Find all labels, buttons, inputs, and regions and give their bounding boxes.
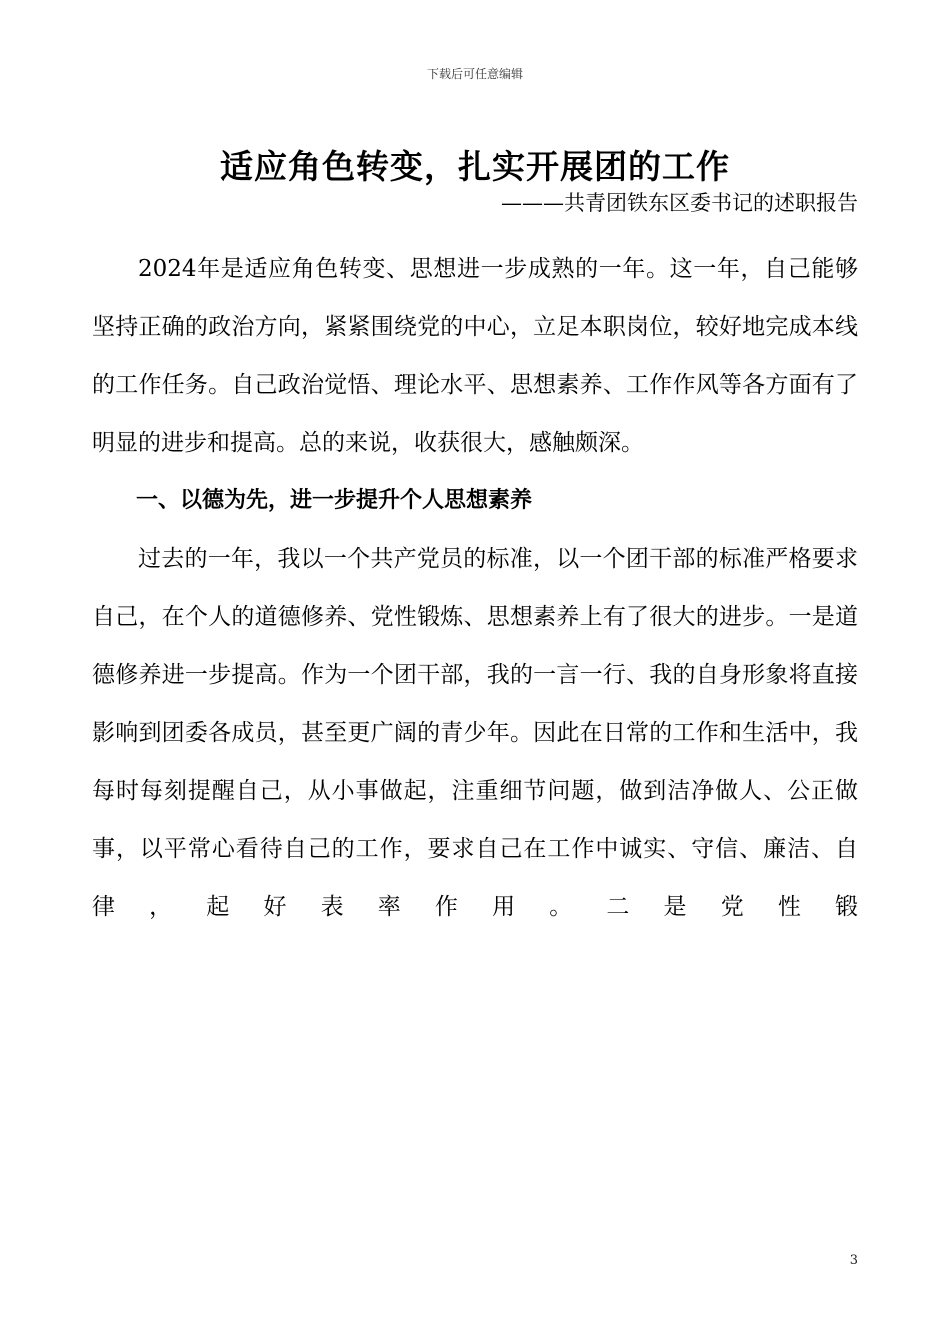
section-paragraph: 过去的一年，我以一个共产党员的标准，以一个团干部的标准严格要求自己，在个人的道德修养、党性锻炼、思想素养上有了很大的进步。一是道德修养进一步提高。作为一个团干部，我的一言一行、我的自身形象将直接影响到团委各成员，甚至更广阔的青少年。因此在日常的工作和生活中，我每时每刻提醒自己，从小事做起，注重细节问题，做到洁净做人、公正做事，以平常心看待自己的工作，要求自己在工作中诚实、守信、廉洁、自律，起好表率作用。二是党性锻 [92,546,858,920]
section-heading: 一、以德为先，进一步提升个人思想素养 [136,488,533,513]
document-title: 适应角色转变，扎实开展团的工作 [220,147,730,186]
header-note: 下载后可任意编辑 [426,67,523,81]
page-number: 3 [849,1253,858,1268]
document-body [92,240,858,936]
document-subtitle: ———共青团铁东区委书记的述职报告 [501,191,858,215]
intro-paragraph: 2024年是适应角色转变、思想进一步成熟的一年。这一年，自己能够坚持正确的政治方向，紧紧围绕党的中心，立足本职岗位，较好地完成本线的工作任务。自己政治觉悟、理论水平、思想素养、工作作风等各方面有了明显的进步和提高。总的来说，收获很大，感触颇深。 [92,256,858,456]
